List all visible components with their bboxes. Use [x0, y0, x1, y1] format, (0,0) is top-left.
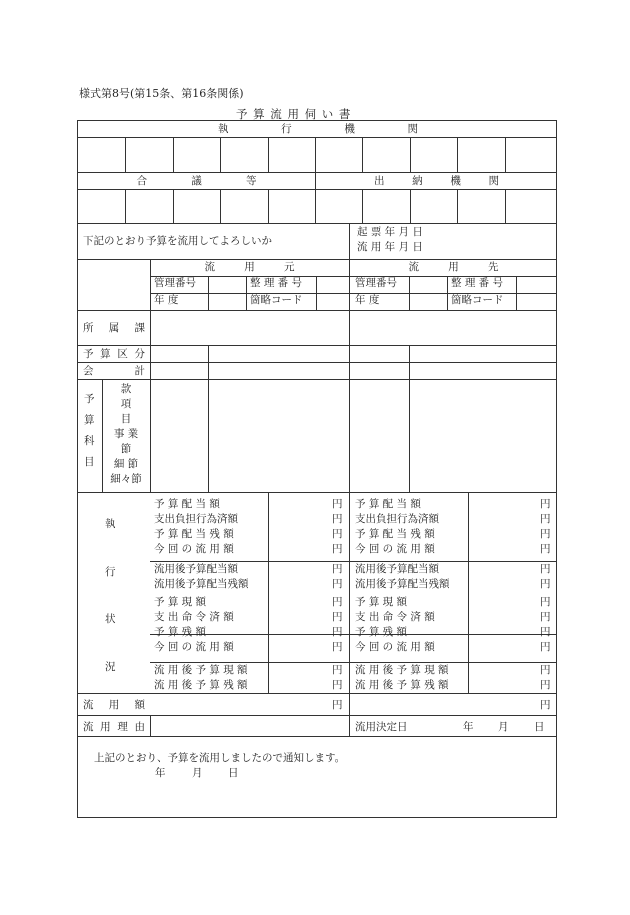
- grid-line: [410, 189, 411, 223]
- grid-line: [150, 561, 556, 562]
- grid-line: [362, 137, 363, 172]
- grid-line: [78, 736, 556, 737]
- label-char: 用: [108, 699, 120, 711]
- grid-line: [208, 345, 209, 492]
- status-row-label: 今 回 の 流 用 額: [355, 641, 435, 653]
- status-row-yen: 円: [332, 513, 343, 525]
- grid-line: [409, 276, 410, 310]
- status-row-yen: 円: [540, 498, 551, 510]
- label-char: 執: [218, 123, 229, 135]
- status-row-yen: 円: [332, 679, 343, 691]
- decision-date-label: 流用決定日: [355, 721, 408, 733]
- label-char: 流: [83, 721, 94, 733]
- status-row-label: 支出負担行為済額: [355, 513, 439, 525]
- destination-heading: [349, 262, 558, 273]
- department-label: [83, 323, 145, 334]
- grid-line: [268, 492, 269, 693]
- status-row-yen: 円: [540, 641, 551, 653]
- status-row-label: 予 算 現 額: [355, 596, 408, 608]
- transfer-amount-yen-right: 円: [540, 699, 551, 711]
- status-row-label: 流用後予算配当額: [355, 563, 439, 575]
- status-row-yen: 円: [332, 578, 343, 590]
- grid-line: [468, 492, 469, 693]
- label-char: 由: [134, 721, 145, 733]
- status-row-yen: 円: [332, 563, 343, 575]
- grid-line: [78, 137, 556, 138]
- grid-line: [125, 189, 126, 223]
- label-char: 先: [488, 261, 499, 273]
- label-char: 流: [204, 261, 215, 273]
- source-heading: [150, 262, 349, 273]
- grid-line: [505, 137, 506, 172]
- grid-line: [78, 189, 556, 190]
- grid-line: [78, 172, 556, 173]
- status-row-label: 流用後予算配当残額: [154, 578, 249, 590]
- status-row-label: 支 出 命 令 済 額: [355, 611, 435, 623]
- status-row-label: 予 算 配 当 残 額: [355, 528, 435, 540]
- status-row-label: 流 用 後 予 算 残 額: [355, 679, 449, 691]
- grid-line: [457, 189, 458, 223]
- grid-line: [268, 189, 269, 223]
- label-char: 等: [246, 175, 257, 187]
- grid-line: [349, 715, 350, 736]
- decision-year-label: 年: [463, 721, 474, 733]
- destination-mgmt-no-label: 管理番号: [355, 277, 397, 289]
- decision-month-label: 月: [498, 721, 509, 733]
- label-char: 課: [134, 322, 145, 334]
- decision-day-label: 日: [534, 721, 545, 733]
- status-row-yen: 円: [332, 543, 343, 555]
- grid-line: [78, 223, 556, 224]
- grid-line: [150, 634, 556, 635]
- budget-transfer-form: [77, 120, 557, 818]
- budget-subject-char: 目: [84, 456, 95, 468]
- form-number-label: 様式第8号(第15条、第16条関係): [79, 87, 244, 100]
- grid-line: [349, 223, 350, 259]
- label-char: 議: [191, 175, 202, 187]
- status-row-label: 支出負担行為済額: [154, 513, 238, 525]
- status-row-yen: 円: [332, 596, 343, 608]
- label-char: 計: [134, 365, 145, 377]
- status-row-yen: 円: [540, 563, 551, 575]
- treasurer-heading: [315, 176, 558, 187]
- transfer-date-label: 流 用 年 月 日: [357, 241, 423, 253]
- grid-line: [125, 137, 126, 172]
- grid-line: [150, 662, 556, 663]
- status-row-yen: 円: [540, 513, 551, 525]
- status-row-yen: 円: [540, 611, 551, 623]
- grid-line: [220, 137, 221, 172]
- status-row-yen: 円: [540, 664, 551, 676]
- label-char: 合: [136, 175, 147, 187]
- label-char: 分: [134, 348, 145, 360]
- status-row-label: 予 算 配 当 額: [154, 498, 220, 510]
- grid-line: [457, 137, 458, 172]
- label-char: 行: [281, 123, 292, 135]
- grid-line: [447, 276, 448, 310]
- source-year-label: 年 度: [154, 294, 179, 306]
- execution-status-char: 行: [105, 566, 116, 578]
- document-title: 予 算 流 用 伺 い 書: [236, 107, 352, 121]
- notice-month-label: 月: [192, 767, 203, 779]
- label-char: 機: [450, 175, 461, 187]
- source-abbr-code-label: 箇略コード: [250, 294, 303, 306]
- source-ref-no-label: 整 理 番 号: [250, 277, 303, 289]
- execution-status-char: 況: [105, 661, 116, 673]
- grid-line: [268, 137, 269, 172]
- status-row-label: 予 算 残 額: [355, 626, 408, 638]
- status-row-label: 支 出 命 令 済 額: [154, 611, 234, 623]
- label-char: 用: [100, 721, 111, 733]
- budget-subject-item: 款: [120, 383, 132, 395]
- destination-ref-no-label: 整 理 番 号: [451, 277, 504, 289]
- transfer-reason-label: [83, 722, 145, 733]
- grid-line: [505, 189, 506, 223]
- status-row-label: 流 用 後 予 算 現 額: [355, 664, 449, 676]
- status-row-yen: 円: [540, 528, 551, 540]
- destination-year-label: 年 度: [355, 294, 380, 306]
- budget-division-label: [83, 349, 145, 360]
- grid-line: [246, 276, 247, 310]
- label-char: 用: [244, 261, 255, 273]
- label-char: 機: [344, 123, 355, 135]
- grid-line: [362, 189, 363, 223]
- label-char: 流: [408, 261, 419, 273]
- label-char: 関: [488, 175, 499, 187]
- grid-line: [150, 715, 151, 736]
- label-char: 関: [407, 123, 418, 135]
- council-heading: [78, 176, 315, 187]
- status-row-yen: 円: [332, 611, 343, 623]
- request-text: 下記のとおり予算を流用してよろしいか: [83, 235, 272, 247]
- transfer-amount-yen: 円: [332, 699, 343, 711]
- label-char: 用: [448, 261, 459, 273]
- grid-line: [410, 137, 411, 172]
- label-char: 納: [412, 175, 423, 187]
- status-row-yen: 円: [332, 664, 343, 676]
- label-char: 属: [108, 322, 120, 334]
- status-row-label: 今 回 の 流 用 額: [355, 543, 435, 555]
- status-row-yen: 円: [540, 596, 551, 608]
- status-row-label: 予 算 現 額: [154, 596, 207, 608]
- label-char: 会: [83, 365, 94, 377]
- status-row-yen: 円: [332, 498, 343, 510]
- label-char: 算: [100, 348, 111, 360]
- status-row-label: 今 回 の 流 用 額: [154, 543, 234, 555]
- budget-subject-item: 細 節: [113, 458, 139, 470]
- label-char: 出: [374, 175, 385, 187]
- grid-line: [315, 189, 316, 223]
- label-char: 流: [83, 699, 94, 711]
- budget-subject-item: 事 業: [113, 428, 139, 440]
- grid-line: [220, 189, 221, 223]
- status-row-label: 流用後予算配当額: [154, 563, 238, 575]
- status-row-yen: 円: [540, 578, 551, 590]
- notice-text: 上記のとおり、予算を流用しましたので通知します。: [94, 752, 346, 764]
- grid-line: [409, 345, 410, 492]
- status-row-label: 流用後予算配当残額: [355, 578, 450, 590]
- status-row-yen: 円: [540, 679, 551, 691]
- status-row-label: 予 算 残 額: [154, 626, 207, 638]
- account-label: [83, 366, 145, 377]
- draft-date-label: 起 票 年 月 日: [357, 226, 423, 238]
- destination-abbr-code-label: 箇略コード: [451, 294, 504, 306]
- notice-day-label: 日: [228, 767, 239, 779]
- execution-status-char: 執: [105, 518, 116, 530]
- status-row-label: 今 回 の 流 用 額: [154, 641, 234, 653]
- budget-subject-item: 節: [120, 443, 132, 455]
- status-row-label: 流 用 後 予 算 残 額: [154, 679, 248, 691]
- status-row-label: 予 算 配 当 残 額: [154, 528, 234, 540]
- label-char: 所: [83, 322, 94, 334]
- budget-subject-item: 目: [120, 413, 132, 425]
- label-char: 元: [284, 261, 295, 273]
- grid-line: [173, 137, 174, 172]
- grid-line: [78, 693, 556, 694]
- status-row-label: 予 算 配 当 額: [355, 498, 421, 510]
- label-char: 額: [134, 699, 145, 711]
- status-row-yen: 円: [332, 626, 343, 638]
- notice-year-label: 年: [155, 767, 166, 779]
- grid-line: [316, 276, 317, 310]
- status-row-yen: 円: [332, 528, 343, 540]
- grid-line: [208, 276, 209, 310]
- budget-subject-item: 項: [120, 398, 132, 410]
- budget-subject-char: 予: [84, 393, 95, 405]
- grid-line: [349, 259, 350, 736]
- grid-line: [315, 137, 316, 172]
- status-row-yen: 円: [540, 543, 551, 555]
- label-char: 理: [117, 721, 128, 733]
- grid-line: [516, 276, 517, 310]
- label-char: 区: [117, 348, 128, 360]
- source-mgmt-no-label: 管理番号: [154, 277, 196, 289]
- label-char: 予: [83, 348, 94, 360]
- status-row-yen: 円: [540, 626, 551, 638]
- execution-status-char: 状: [105, 613, 116, 625]
- grid-line: [173, 189, 174, 223]
- budget-subject-char: 算: [84, 414, 95, 426]
- transfer-amount-label: [83, 700, 145, 711]
- budget-subject-item: 細々節: [110, 473, 142, 485]
- budget-subject-char: 科: [84, 435, 95, 447]
- executing-agency-heading: [78, 124, 558, 135]
- grid-line: [78, 492, 556, 493]
- status-row-yen: 円: [332, 641, 343, 653]
- status-row-label: 流 用 後 予 算 現 額: [154, 664, 248, 676]
- grid-line: [102, 379, 103, 492]
